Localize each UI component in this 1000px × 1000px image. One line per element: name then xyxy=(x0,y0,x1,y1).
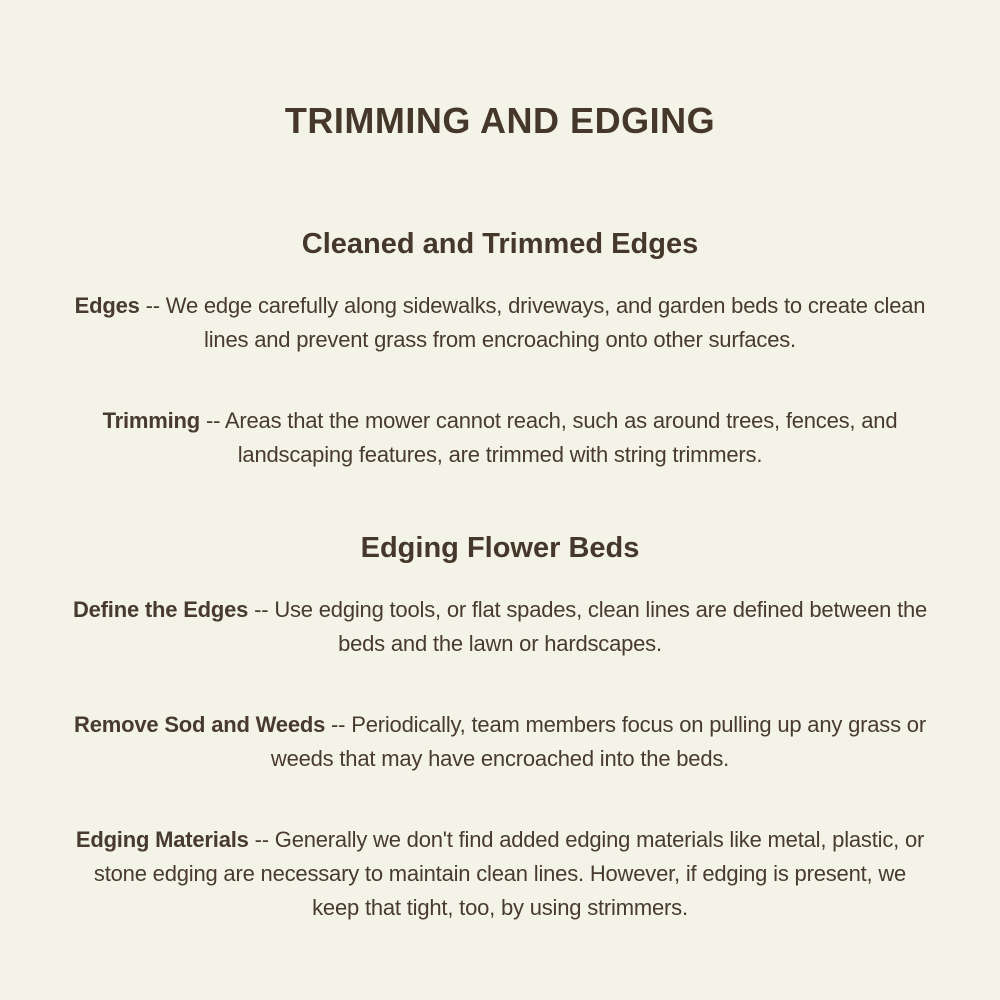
entry-text-edging-materials: Generally we don't find added edging materials like metal, plastic, or stone edging are necessary to maintain clean lines. However, if edging is present, we keep that tight, too, by using strimmers. xyxy=(93,827,925,920)
section-heading-cleaned-and-trimmed-edges: Cleaned and Trimmed Edges xyxy=(301,228,699,260)
entry-edges xyxy=(70,289,930,357)
entry-text-trimming: Areas that the mower cannot reach, such as around trees, fences, and landscaping features, are trimmed with string trimmers. xyxy=(224,408,898,467)
section-cleaned-and-trimmed-edges xyxy=(65,228,935,472)
entry-term-define-the-edges: Define the Edges xyxy=(72,597,249,622)
section-heading-edging-flower-beds: Edging Flower Beds xyxy=(360,532,640,564)
page-title: TRIMMING AND EDGING xyxy=(284,100,716,141)
entry-define-the-edges xyxy=(70,593,930,661)
entry-separator: -- xyxy=(248,597,275,622)
entry-separator: -- xyxy=(248,827,275,852)
entry-term-edges: Edges xyxy=(74,293,140,318)
entry-separator: -- xyxy=(200,408,225,433)
entry-separator: -- xyxy=(325,712,352,737)
entry-trimming xyxy=(70,404,930,472)
entry-remove-sod-and-weeds xyxy=(70,708,930,776)
entry-term-trimming: Trimming xyxy=(102,408,201,433)
entry-text-edges: We edge carefully along sidewalks, driveways, and garden beds to create clean lines and prevent grass from encroaching onto other surfaces. xyxy=(165,293,926,352)
entry-text-define-the-edges: Use edging tools, or flat spades, clean lines are defined between the beds and the lawn or hardscapes. xyxy=(274,597,928,656)
entry-edging-materials xyxy=(70,823,930,925)
entry-term-edging-materials: Edging Materials xyxy=(75,827,249,852)
entry-term-remove-sod-and-weeds: Remove Sod and Weeds xyxy=(74,712,326,737)
entry-text-remove-sod-and-weeds: Periodically, team members focus on pulling up any grass or weeds that may have encroached into the beds. xyxy=(270,712,926,771)
section-edging-flower-beds xyxy=(65,532,935,925)
entry-separator: -- xyxy=(139,293,166,318)
